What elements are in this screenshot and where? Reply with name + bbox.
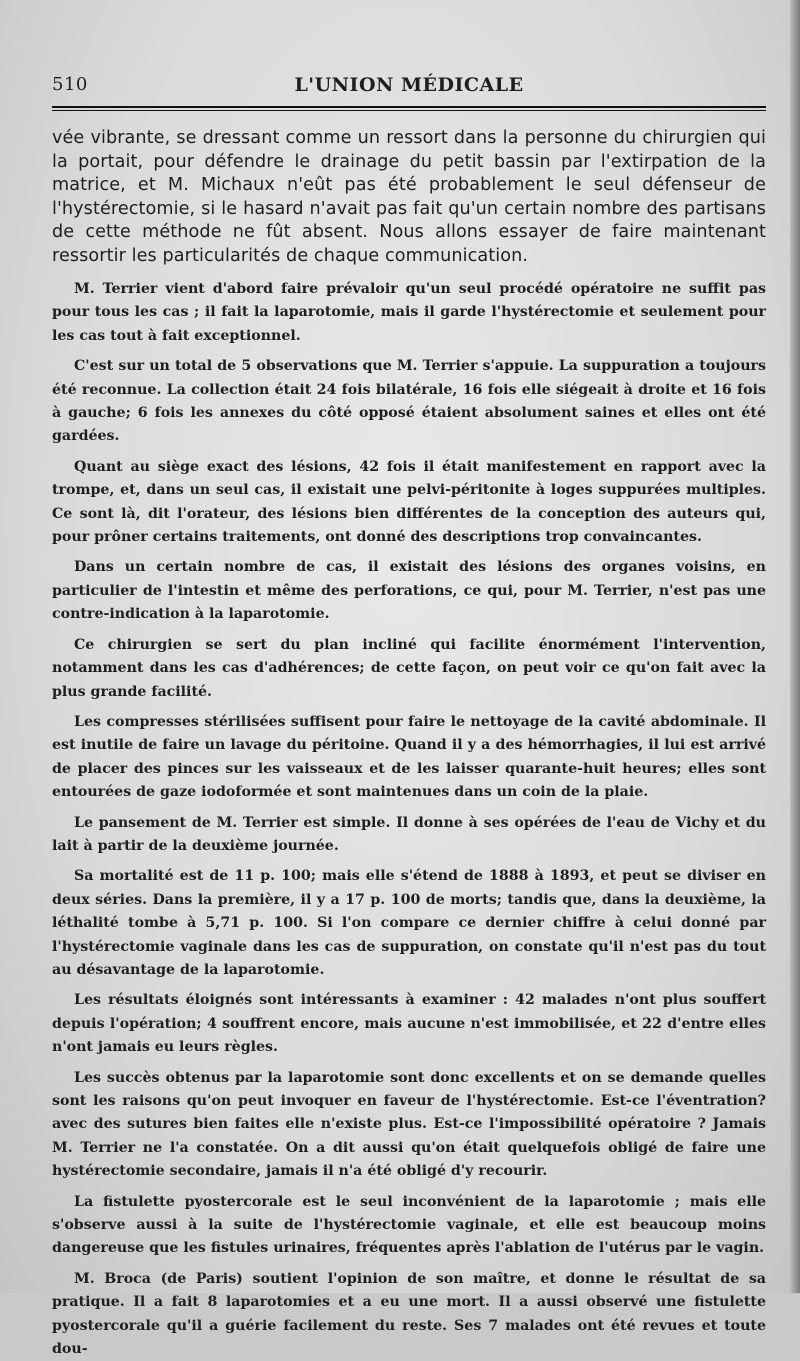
paragraph-10: Les résultats éloignés sont intéressants à examiner : 42 malades n'ont plus souffert depuis l'opération; 4 souffrent encore, mais aucune n'est immobilisée, et 22 d'entre elles n'ont jamais eu leurs règles. (52, 992, 766, 1056)
paragraph-5: Dans un certain nombre de cas, il existait des lésions des organes voisins, en particulier de l'intestin et même des perforations, ce qui, pour M. Terrier, n'est pas une contre-indication à la laparotomie. (52, 559, 766, 623)
page-number: 510 (52, 74, 88, 95)
paragraph-12: La fistulette pyostercorale est le seul inconvénient de la laparotomie ; mais elle s'observe aussi à la suite de l'hystérectomie vaginale, et elle est beaucoup moins dangereuse que les fistules urinaires, fréquentes après l'ablation de l'utérus par le vagin. (52, 1193, 766, 1257)
paragraph-4: Quant au siège exact des lésions, 42 fois il était manifestement en rapport avec la trompe, et, dans un seul cas, il existait une pelvi-péritonite à loges suppurées multiples. Ce sont là, dit l'orateur, des lésions bien différentes de la conception des auteurs qui, pour prôner certains traitements, ont donné des descriptions trop convaincantes. (52, 458, 766, 546)
paragraph-8: Le pansement de M. Terrier est simple. Il donne à ses opérées de l'eau de Vichy et du lait à partir de la deuxième journée. (52, 814, 766, 854)
paragraph-6: Ce chirurgien se sert du plan incliné qui facilite énormément l'intervention, notamment dans les cas d'adhérences; de cette façon, on peut voir ce qu'on fait avec la plus grande facilité. (52, 636, 766, 700)
paragraph-13: M. Broca (de Paris) soutient l'opinion de son maître, et donne le résultat de sa pratique. Il a fait 8 laparotomies et a eu une mort. Il a aussi observé une fistulette pyostercorale qu'il a guérie facilement du reste. Ses 7 malades ont été revues et toute dou- (52, 1270, 766, 1358)
paragraph-2: M. Terrier vient d'abord faire prévaloir qu'un seul procédé opératoire ne suffit pas pour tous les cas ; il fait la laparotomie, mais il garde l'hystérectomie et seulement pour les cas tout à fait exceptionnel. (52, 281, 766, 344)
page-spine-shadow (790, 0, 800, 1293)
paragraph-9: Sa mortalité est de 11 p. 100; mais elle s'étend de 1888 à 1893, et peut se diviser en deux séries. Dans la première, il y a 17 p. 100 de morts; tandis que, dans la deuxième, la léthalité tombe à 5,71 p. 100. Si l'on compare ce dernier chiffre à celui donné par l'hystérectomie vaginale dans les cas de suppuration, on constate qu'il n'est pas du tout au désavantage de la laparotomie. (52, 868, 766, 978)
header-rule (52, 106, 766, 111)
paragraph-3: C'est sur un total de 5 observations que M. Terrier s'appuie. La suppuration a toujours été reconnue. La collection était 24 fois bilatérale, 16 fois elle siégeait à droite et 16 fois à gauche; 6 fois les annexes du côté opposé étaient absolument saines et elles ont été gardées. (52, 358, 766, 445)
paragraph-7: Les compresses stérilisées suffisent pour faire le nettoyage de la cavité abdominale. Il est inutile de faire un lavage du péritoine. Quand il y a des hémorrhagies, il lui est arrivé de placer des pinces sur les vaisseaux et de les laisser quarante-huit heures; elles sont entourées de gaze iodoformée et sont maintenues dans un coin de la plaie. (52, 713, 766, 801)
paragraph-11: Les succès obtenus par la laparotomie sont donc excellents et on se demande quelles sont les raisons qu'on peut invoquer en faveur de l'hystérectomie. Est-ce l'éventration? avec des sutures bien faites elle n'existe plus. Est-ce l'impossibilité opératoire ? Jamais M. Terrier ne l'a constatée. On a dit aussi qu'on était quelquefois obligé de faire une hystérectomie secondaire, jamais il n'a été obligé d'y recourir. (52, 1069, 766, 1180)
paragraph-1: vée vibrante, se dressant comme un ressort dans la personne du chirurgien qui la portait, pour défendre le drainage du petit bassin par l'extirpation de la matrice, et M. Michaux n'eût pas été probablement le seul défenseur de l'hystérectomie, si le hasard n'avait pas fait qu'un certain nombre des partisans de cette méthode ne fût absent. Nous allons essayer de faire maintenant ressortir les particularités de chaque communication. (52, 128, 766, 266)
running-title: L'UNION MÉDICALE (294, 74, 524, 96)
page-header (52, 74, 766, 102)
body-text (52, 127, 766, 1361)
